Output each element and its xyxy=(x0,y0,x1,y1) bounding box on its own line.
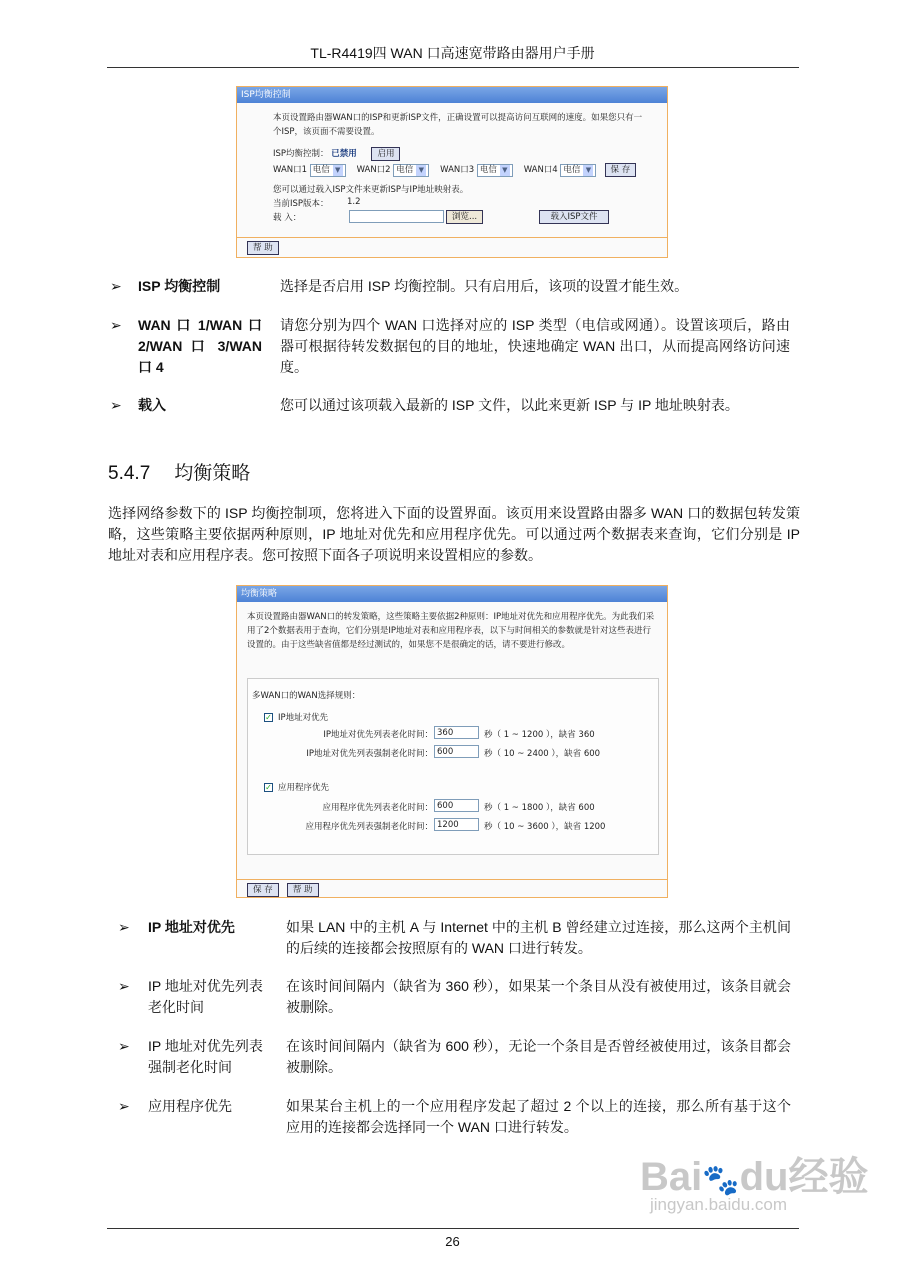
field-label: 应用程序优先列表强制老化时间： xyxy=(305,822,433,832)
isp-version-label: 当前ISP版本： xyxy=(273,199,329,209)
panel-description: 本页设置路由器WAN口的转发策略，这些策略主要依据2种原则：IP地址对优先和应用程序优先。为此我们采用了2个数据表用于查询，它们分别是IP地址对表和应用程序表，以下与时间相关的参数就是针对这些表进行设置的。由于这些缺省值都是经过测试的，如果您不是很确定的话，请不要进行修改。 xyxy=(247,612,655,650)
wan2-value: 电信 xyxy=(396,165,414,175)
balance-policy-screenshot xyxy=(236,585,668,898)
term: IP 地址对优先 xyxy=(148,919,235,935)
panel-description: 本页设置路由器WAN口的ISP和更新ISP文件，正确设置可以提高访问互联网的速度。如果您只有一个ISP，该页面不需要设置。 xyxy=(273,113,643,137)
load-label: 载 入： xyxy=(273,213,302,223)
wan1-label: WAN口1 xyxy=(273,165,308,175)
chevron-down-icon: ▼ xyxy=(583,165,593,176)
arrow-bullet-icon: ➢ xyxy=(118,978,130,994)
save-button[interactable]: 保 存 xyxy=(605,163,637,177)
term: IP 地址对优先列表老化时间 xyxy=(148,978,263,1015)
field-label: IP地址对优先列表老化时间： xyxy=(323,730,433,740)
wan4-label: WAN口4 xyxy=(523,165,558,175)
arrow-bullet-icon: ➢ xyxy=(118,1098,130,1114)
arrow-bullet-icon: ➢ xyxy=(118,919,130,935)
file-path-input[interactable] xyxy=(349,210,444,223)
wan1-select[interactable] xyxy=(310,164,346,177)
rules-heading: 多WAN口的WAN选择规则： xyxy=(252,691,361,701)
section-number: 5.4.7 xyxy=(108,463,151,484)
app-aging-input[interactable]: 600 xyxy=(434,799,479,812)
arrow-bullet-icon: ➢ xyxy=(110,397,122,413)
wan3-label: WAN口3 xyxy=(440,165,475,175)
term: 应用程序优先 xyxy=(148,1098,232,1114)
chevron-down-icon: ▼ xyxy=(500,165,510,176)
panel-title: 均衡策略 xyxy=(237,586,667,602)
load-isp-file-button[interactable]: 载入ISP文件 xyxy=(539,210,609,224)
help-button[interactable]: 帮 助 xyxy=(287,883,319,897)
description: 如果某台主机上的一个应用程序发起了超过 2 个以上的连接，那么所有基于这个应用的连接都会选择同一个 WAN 口进行转发。 xyxy=(286,1098,791,1135)
header-divider xyxy=(107,67,799,68)
app-priority-label: 应用程序优先 xyxy=(278,783,330,793)
baidu-watermark-logo: Bai🐾du经验 xyxy=(640,1155,869,1199)
footer-divider xyxy=(107,1228,799,1229)
isp-control-label: ISP均衡控制： xyxy=(273,149,329,159)
wan2-select[interactable] xyxy=(393,164,429,177)
ip-pair-label: IP地址对优先 xyxy=(278,713,329,723)
ip-pair-force-aging-input[interactable]: 600 xyxy=(434,745,479,758)
isp-version-value: 1.2 xyxy=(347,197,361,207)
wan1-value: 电信 xyxy=(312,165,330,175)
term: IP 地址对优先列表强制老化时间 xyxy=(148,1038,263,1075)
panel-title: ISP均衡控制 xyxy=(237,87,667,103)
arrow-bullet-icon: ➢ xyxy=(110,317,122,333)
wan-rules-fieldset xyxy=(247,678,659,855)
page-header: TL-R4419四 WAN 口高速宽带路由器用户手册 xyxy=(310,45,595,61)
section-heading xyxy=(108,458,250,485)
wan3-select[interactable] xyxy=(477,164,513,177)
term: WAN 口 1/WAN 口 2/WAN 口 3/WAN 口 4 xyxy=(138,317,262,375)
chevron-down-icon: ▼ xyxy=(333,165,343,176)
browse-button[interactable]: 浏览... xyxy=(446,210,483,224)
ip-pair-checkbox[interactable]: ✓ xyxy=(265,713,272,722)
chevron-down-icon: ▼ xyxy=(416,165,426,176)
isp-control-status: 已禁用 xyxy=(331,149,357,159)
description: 您可以通过该项载入最新的 ISP 文件，以此来更新 ISP 与 IP 地址映射表。 xyxy=(280,397,739,413)
wan4-value: 电信 xyxy=(563,165,581,175)
term: 载入 xyxy=(138,397,166,413)
section-title: 均衡策略 xyxy=(174,463,251,484)
section-paragraph: 选择网络参数下的 ISP 均衡控制项，您将进入下面的设置界面。该页用来设置路由器多 WAN 口的数据包转发策略，这些策略主要依据两种原则，IP 地址对优先和应用程序优先。可以通过两个数据表来查询，它们分别是 IP 地址对表和应用程序表。您可按照下面各子项说明来设置相应的参数。 xyxy=(108,505,800,563)
arrow-bullet-icon: ➢ xyxy=(118,1038,130,1054)
help-button[interactable]: 帮 助 xyxy=(247,241,279,255)
enable-button[interactable]: 启用 xyxy=(371,147,400,161)
app-force-aging-input[interactable]: 1200 xyxy=(434,818,479,831)
field-label: IP地址对优先列表强制老化时间： xyxy=(306,749,433,759)
field-hint: 秒（ 1 ~ 1800 ），缺省 600 xyxy=(484,803,595,813)
wan2-label: WAN口2 xyxy=(356,165,391,175)
save-button[interactable]: 保 存 xyxy=(247,883,279,897)
wan3-value: 电信 xyxy=(479,165,497,175)
page-number: 26 xyxy=(445,1234,460,1249)
description: 在该时间间隔内（缺省为 360 秒），如果某一个条目从没有被使用过，该条目就会被删除。 xyxy=(286,978,791,1015)
field-hint: 秒（ 10 ~ 3600 ），缺省 1200 xyxy=(484,822,606,832)
description: 请您分别为四个 WAN 口选择对应的 ISP 类型（电信或网通）。设置该项后，路由器可根据待转发数据包的目的地址，快速地确定 WAN 出口，从而提高网络访问速度。 xyxy=(280,317,790,375)
arrow-bullet-icon: ➢ xyxy=(110,278,122,294)
field-hint: 秒（ 10 ~ 2400 ），缺省 600 xyxy=(484,749,601,759)
app-priority-checkbox[interactable]: ✓ xyxy=(265,783,272,792)
description: 选择是否启用 ISP 均衡控制。只有启用后，该项的设置才能生效。 xyxy=(280,278,689,294)
description: 在该时间间隔内（缺省为 600 秒），无论一个条目是否曾经被使用过，该条目都会被删除。 xyxy=(286,1038,791,1075)
field-hint: 秒（ 1 ~ 1200 ），缺省 360 xyxy=(484,730,595,740)
wan4-select[interactable] xyxy=(560,164,596,177)
load-description: 您可以通过载入ISP文件来更新ISP与IP地址映射表。 xyxy=(273,185,469,195)
description: 如果 LAN 中的主机 A 与 Internet 中的主机 B 曾经建立过连接，那么这两个主机间的后续的连接都会按照原有的 WAN 口进行转发。 xyxy=(286,919,791,956)
field-label: 应用程序优先列表老化时间： xyxy=(322,803,433,813)
isp-balance-screenshot xyxy=(236,86,668,258)
baidu-watermark-url: jingyan.baidu.com xyxy=(650,1195,788,1214)
ip-pair-aging-input[interactable]: 360 xyxy=(434,726,479,739)
term: ISP 均衡控制 xyxy=(138,278,221,294)
